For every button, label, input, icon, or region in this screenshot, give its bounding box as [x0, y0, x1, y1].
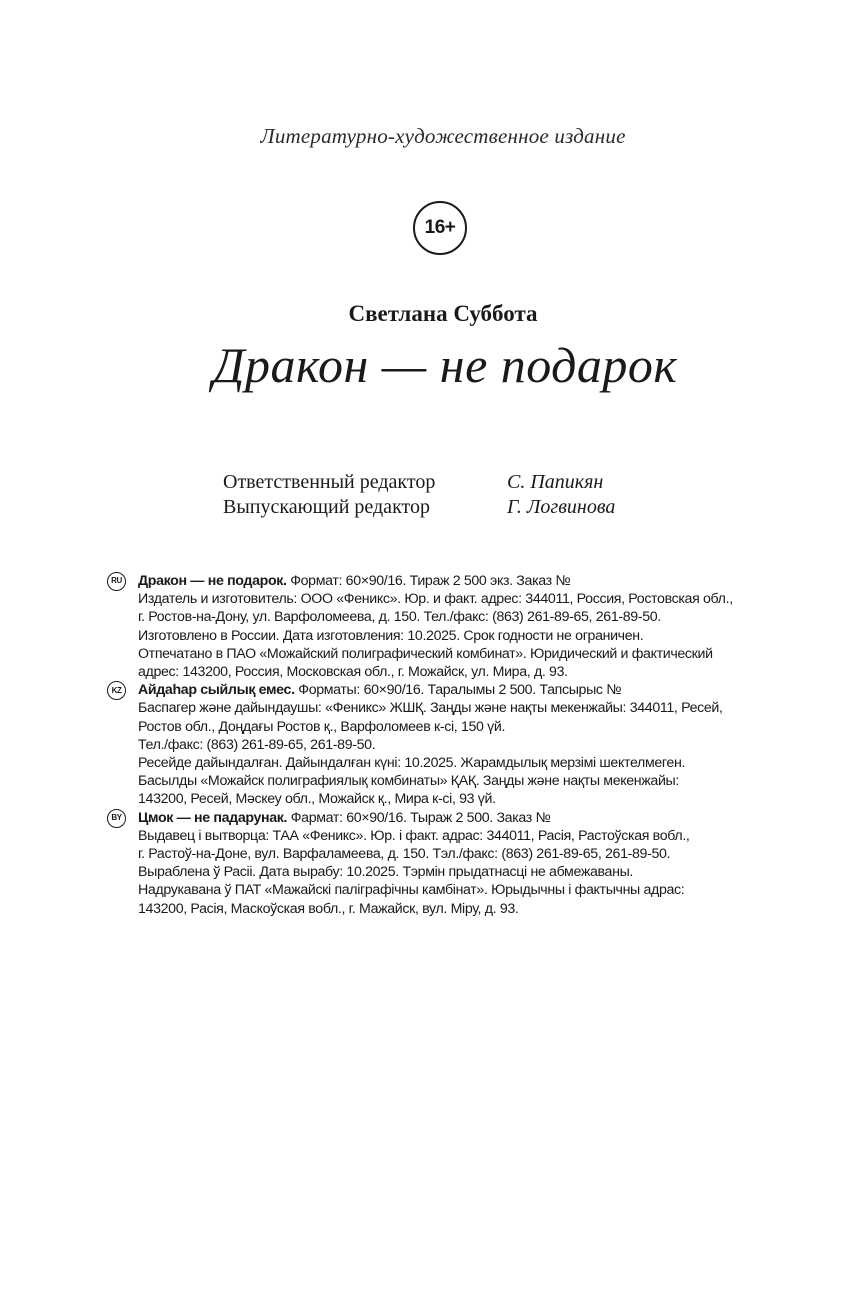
imprint-block-kz	[107, 681, 827, 808]
imprint-line: 143200, Расія, Маскоўская вобл., г. Мажайск, вул. Міру, д. 93.	[138, 900, 519, 917]
language-code-badge: RU	[107, 572, 126, 591]
imprint-section	[107, 572, 827, 918]
editors-list	[223, 470, 615, 520]
author-name: Светлана Суббота	[348, 301, 538, 326]
imprint-lead-title: Дракон — не подарок.	[138, 573, 287, 589]
imprint-line: г. Растоў-на-Доне, вул. Варфаламеева, д. 150. Тэл./факс: (863) 261-89-65, 261-89-50.	[138, 846, 671, 863]
imprint-block-ru	[107, 572, 827, 681]
imprint-line: Ростов обл., Доңдағы Ростов қ., Варфоломеев к-сі, 150 үй.	[138, 718, 506, 735]
imprint-lead-rest: Формат: 60×90/16. Тираж 2 500 экз. Заказ №	[286, 573, 571, 589]
imprint-line: Отпечатано в ПАО «Можайский полиграфический комбинат». Юридический и фактический	[138, 645, 713, 662]
editor-row	[223, 495, 615, 520]
imprint-lead-rest: Фармат: 60×90/16. Тыраж 2 500. Заказ №	[287, 809, 551, 826]
edition-type: Литературно-художественное издание	[260, 124, 626, 148]
book-title: Дракон — не подарок	[212, 337, 678, 393]
language-code-badge: BY	[107, 809, 126, 828]
imprint-line: Баспагер және дайындаушы: «Феникс» ЖШҚ. Заңды және нақты мекенжайы: 344011, Ресей,	[138, 700, 723, 717]
imprint-line: Ресейде дайындалған. Дайындалған күні: 10.2025. Жарамдылық мерзімі шектелмеген.	[138, 755, 686, 772]
imprint-lead-title: Цмок — не падарунак.	[138, 809, 288, 826]
imprint-lead-line	[138, 572, 827, 590]
imprint-line: Надрукавана ў ПАТ «Мажайскі паліграфічны камбінат». Юрыдычны і фактычны адрас:	[138, 882, 685, 899]
imprint-block-by	[107, 809, 827, 918]
editor-row	[223, 470, 615, 495]
imprint-line: г. Ростов-на-Дону, ул. Варфоломеева, д. 150. Тел./факс: (863) 261-89-65, 261-89-50.	[138, 609, 661, 626]
imprint-line: Выдавец і вытворца: ТАА «Феникс». Юр. і факт. адрас: 344011, Расія, Растоўская вобл.,	[138, 827, 690, 844]
imprint-line: адрес: 143200, Россия, Московская обл., г. Можайск, ул. Мира, д. 93.	[138, 664, 568, 681]
imprint-line: 143200, Ресей, Мәскеу обл., Можайск қ., Мира к-сі, 93 үй.	[138, 791, 496, 808]
imprint-line: Издатель и изготовитель: ООО «Феникс». Юр. и факт. адрес: 344011, Россия, Ростовская обл.,	[138, 591, 733, 608]
imprint-line: Басылды «Можайск полиграфиялық комбинаты» ҚАҚ. Заңды және нақты мекенжайы:	[138, 773, 679, 790]
imprint-lead-rest: Форматы: 60×90/16. Таралымы 2 500. Тапсырыс №	[294, 682, 622, 699]
editor-name: С. Папикян	[507, 471, 604, 493]
imprint-lead-title: Айдаһар сыйлық емес.	[138, 682, 295, 699]
imprint-line: Изготовлено в России. Дата изготовления: 10.2025. Срок годности не ограничен.	[138, 627, 644, 644]
imprint-line: Выраблена ў Расіі. Дата вырабу: 10.2025. Тэрмін прыдатнасці не абмежаваны.	[138, 864, 634, 881]
language-code-badge: KZ	[107, 681, 126, 700]
imprint-lead-line	[138, 681, 827, 699]
editor-name: Г. Логвинова	[507, 496, 616, 518]
imprint-lead-line	[138, 809, 827, 827]
editor-role: Ответственный редактор	[223, 471, 436, 493]
editor-role: Выпускающий редактор	[223, 496, 430, 518]
imprint-line: Тел./факс: (863) 261-89-65, 261-89-50.	[138, 736, 376, 753]
age-rating-badge: 16+	[413, 201, 467, 255]
